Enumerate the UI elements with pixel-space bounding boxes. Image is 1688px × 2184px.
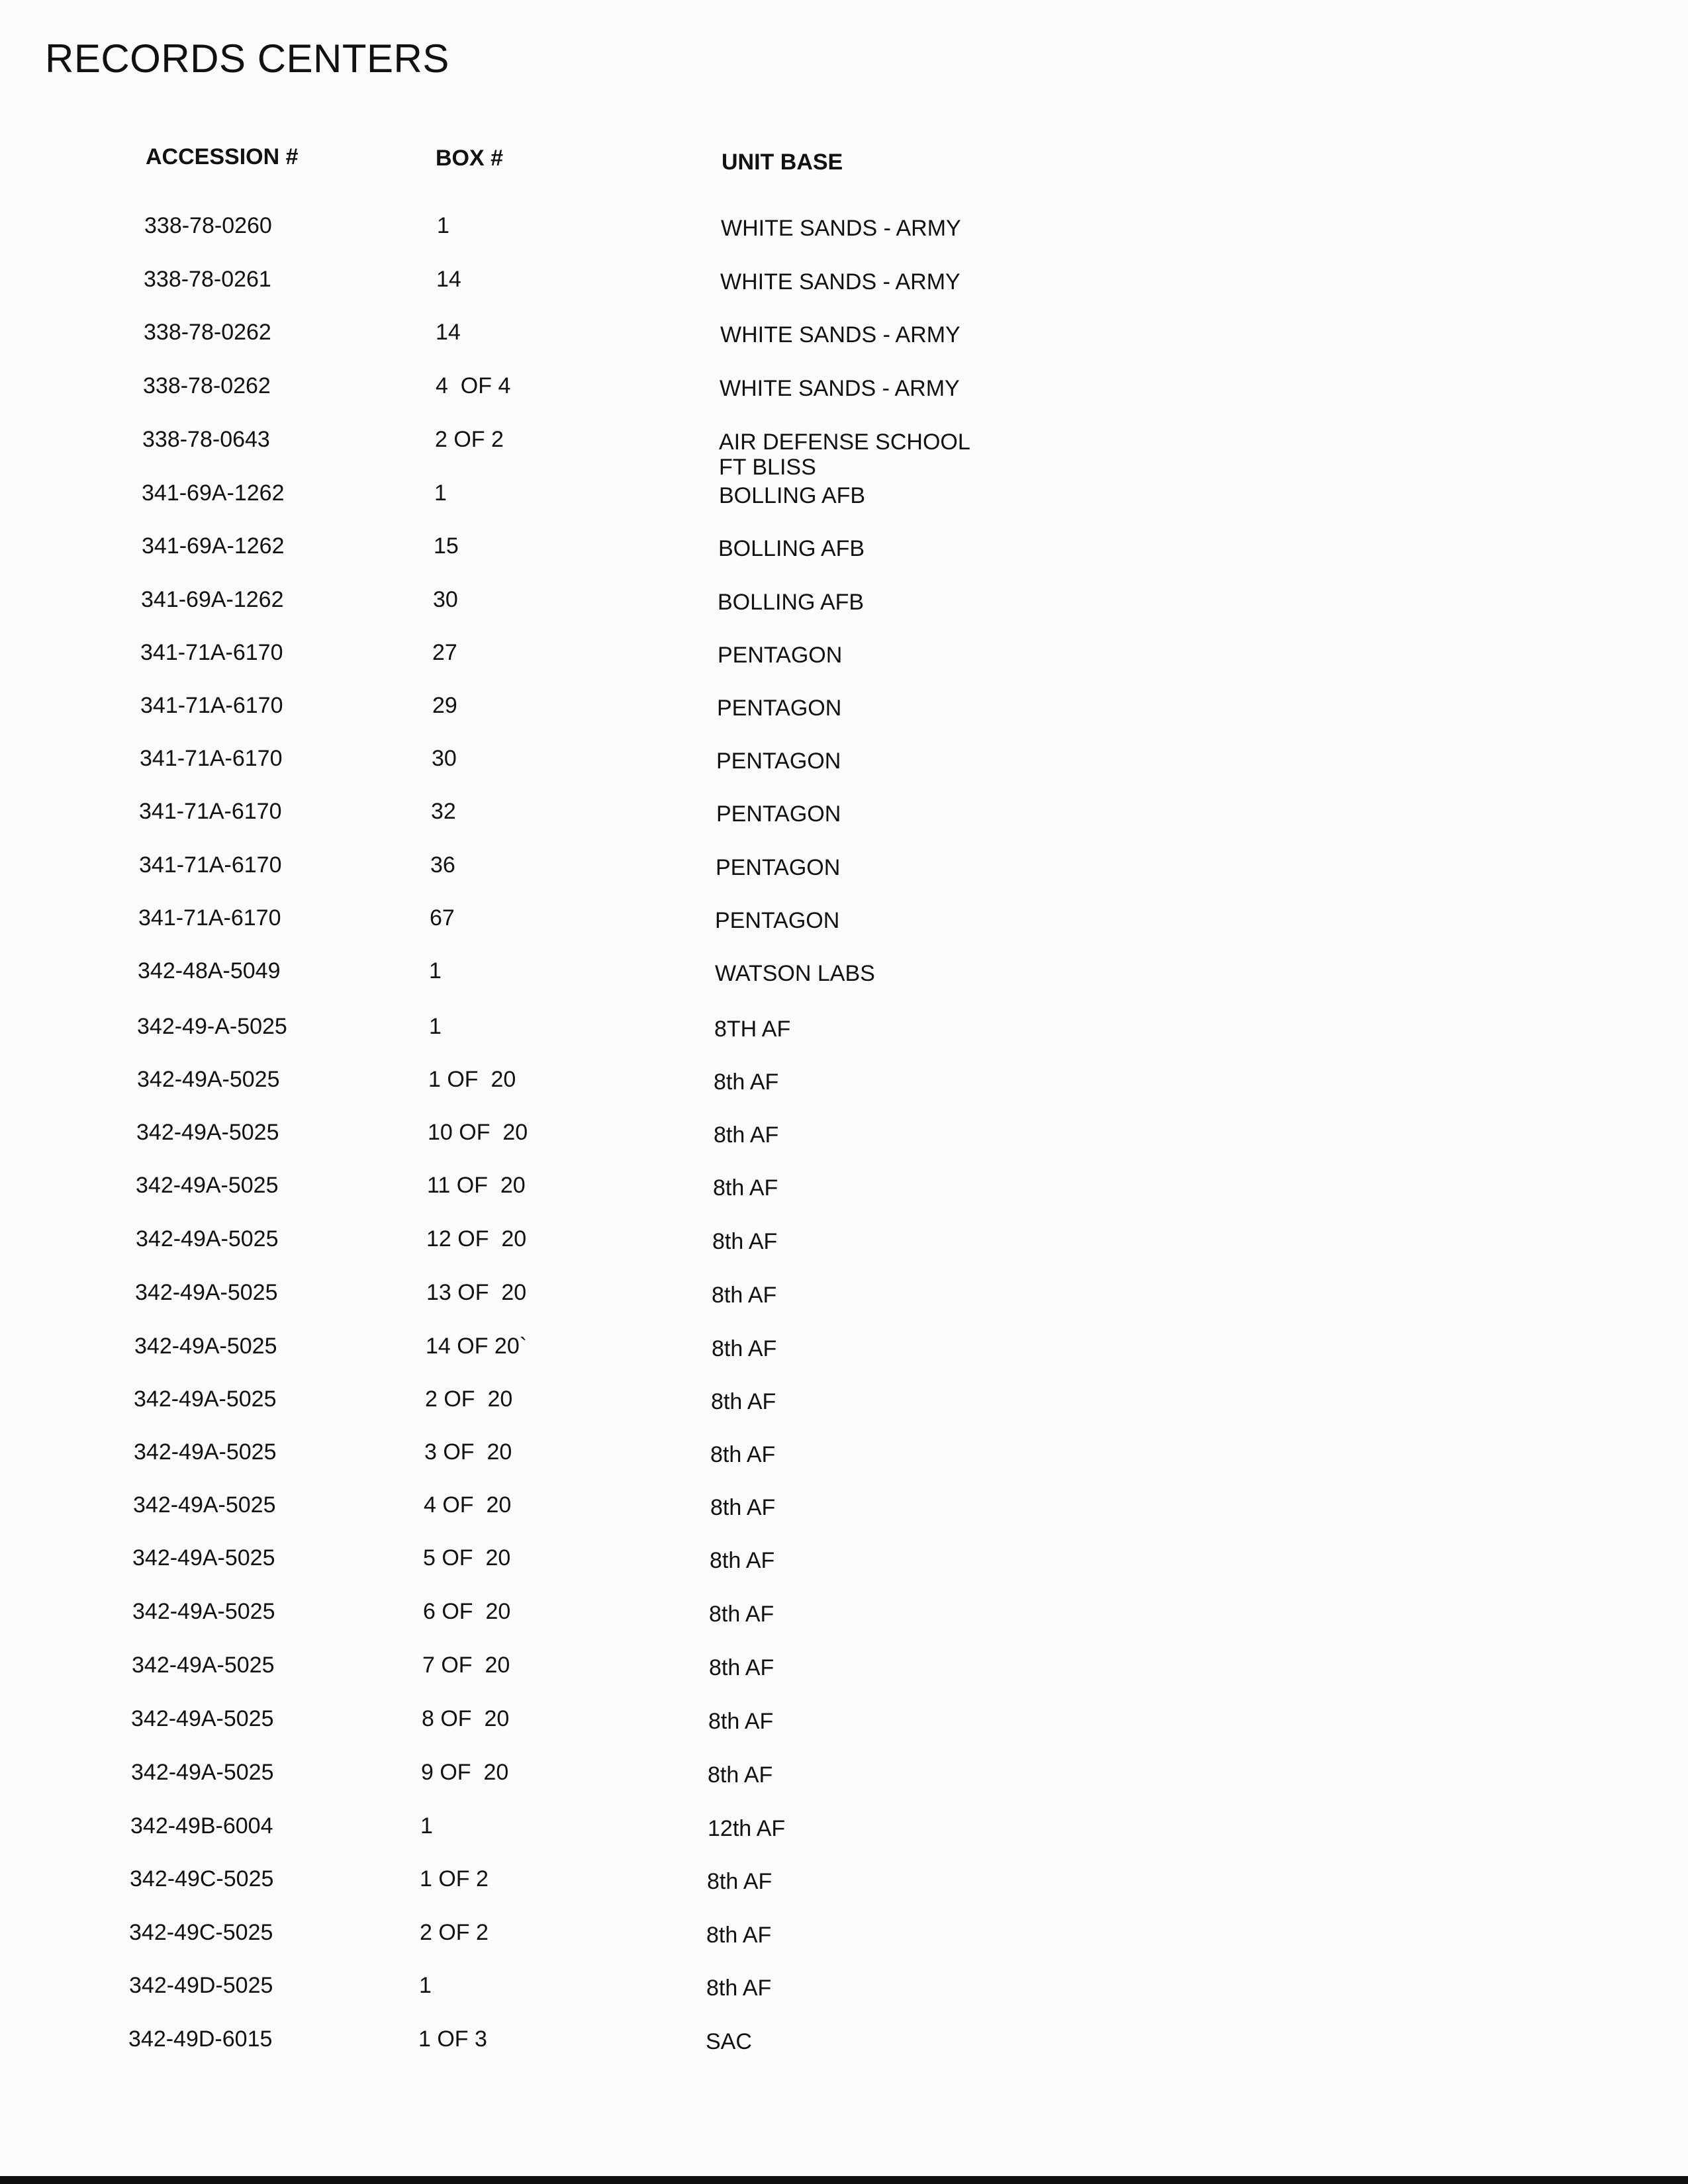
table-row bbox=[0, 852, 1688, 892]
unit-base-cell: BOLLING AFB bbox=[719, 483, 866, 508]
box-cell: 36 bbox=[430, 852, 455, 878]
unit-base-cell: SAC bbox=[706, 2029, 752, 2054]
unit-base-cell: PENTAGON bbox=[717, 696, 842, 721]
unit-base-cell: WHITE SANDS - ARMY bbox=[720, 322, 961, 347]
unit-base-cell: 8th AF bbox=[713, 1175, 778, 1201]
accession-cell: 342-49C-5025 bbox=[130, 1866, 274, 1891]
table-row bbox=[0, 1067, 1688, 1107]
table-row bbox=[0, 905, 1688, 945]
table-row bbox=[0, 1014, 1688, 1054]
table-row bbox=[0, 320, 1688, 359]
table-row bbox=[0, 1173, 1688, 1212]
table-row bbox=[0, 480, 1688, 520]
unit-base-cell: 8th AF bbox=[708, 1709, 774, 1734]
table-row bbox=[0, 958, 1688, 998]
table-row bbox=[0, 1973, 1688, 2013]
table-row bbox=[0, 1813, 1688, 1853]
accession-cell: 342-49B-6004 bbox=[130, 1813, 273, 1839]
table-row bbox=[0, 1226, 1688, 1266]
box-cell: 11 OF 20 bbox=[427, 1173, 526, 1198]
box-cell: 29 bbox=[432, 693, 457, 718]
table-row bbox=[0, 1492, 1688, 1532]
table-row bbox=[0, 2026, 1688, 2066]
table-row bbox=[0, 1439, 1688, 1479]
accession-cell: 341-71A-6170 bbox=[139, 852, 282, 878]
unit-base-cell: WHITE SANDS - ARMY bbox=[720, 269, 961, 295]
unit-base-cell: 8th AF bbox=[708, 1762, 773, 1788]
accession-cell: 342-49A-5025 bbox=[136, 1120, 279, 1145]
unit-base-cell: 12th AF bbox=[708, 1816, 786, 1841]
unit-base-cell: PENTAGON bbox=[716, 749, 841, 774]
box-cell: 6 OF 20 bbox=[423, 1599, 511, 1624]
accession-cell: 338-78-0643 bbox=[142, 427, 270, 452]
box-cell: 9 OF 20 bbox=[421, 1760, 509, 1785]
unit-base-cell: 8TH AF bbox=[714, 1017, 791, 1042]
table-row bbox=[0, 213, 1688, 253]
accession-cell: 341-69A-1262 bbox=[142, 533, 285, 559]
unit-base-cell: 8th AF bbox=[707, 1869, 773, 1894]
accession-cell: 342-49A-5025 bbox=[132, 1599, 275, 1624]
accession-cell: 342-49A-5025 bbox=[131, 1706, 274, 1731]
table-row bbox=[0, 267, 1688, 306]
bottom-rule bbox=[0, 2176, 1688, 2184]
unit-base-cell: 8th AF bbox=[710, 1442, 776, 1467]
box-cell: 1 bbox=[420, 1813, 433, 1839]
box-cell: 4 OF 4 bbox=[436, 373, 511, 398]
box-cell: 13 OF 20 bbox=[426, 1280, 527, 1305]
table-row bbox=[0, 427, 1688, 480]
accession-cell: 342-49D-6015 bbox=[128, 2026, 273, 2052]
box-cell: 14 bbox=[436, 320, 461, 345]
box-cell: 1 bbox=[434, 480, 447, 506]
box-cell: 14 bbox=[436, 267, 461, 292]
table-row bbox=[0, 1120, 1688, 1160]
unit-base-cell: PENTAGON bbox=[715, 908, 840, 933]
table-row bbox=[0, 1653, 1688, 1692]
accession-cell: 342-49A-5025 bbox=[133, 1492, 276, 1518]
box-cell: 1 OF 20 bbox=[428, 1067, 516, 1092]
accession-cell: 342-49A-5025 bbox=[137, 1067, 280, 1092]
table-row bbox=[0, 640, 1688, 680]
box-cell: 1 bbox=[429, 1014, 442, 1039]
box-cell: 15 bbox=[434, 533, 459, 559]
box-cell: 2 OF 2 bbox=[435, 427, 504, 452]
box-cell: 1 bbox=[437, 213, 449, 238]
box-cell: 32 bbox=[431, 799, 456, 824]
column-header-box: BOX # bbox=[436, 146, 504, 171]
accession-cell: 342-48A-5049 bbox=[138, 958, 281, 983]
table-row bbox=[0, 533, 1688, 573]
accession-cell: 342-49-A-5025 bbox=[137, 1014, 287, 1039]
accession-cell: 341-71A-6170 bbox=[140, 746, 283, 771]
accession-cell: 338-78-0262 bbox=[143, 373, 271, 398]
unit-base-cell: 8th AF bbox=[706, 1976, 772, 2001]
table-row bbox=[0, 1280, 1688, 1320]
accession-cell: 342-49A-5025 bbox=[134, 1334, 277, 1359]
accession-cell: 342-49A-5025 bbox=[131, 1760, 274, 1785]
accession-cell: 342-49C-5025 bbox=[129, 1920, 273, 1945]
unit-base-cell: WHITE SANDS - ARMY bbox=[721, 216, 961, 241]
table-row bbox=[0, 1706, 1688, 1746]
column-header-accession: ACCESSION # bbox=[146, 144, 299, 169]
table-row bbox=[0, 693, 1688, 733]
table-row bbox=[0, 373, 1688, 413]
accession-cell: 341-69A-1262 bbox=[141, 587, 284, 612]
unit-base-cell: PENTAGON bbox=[716, 801, 841, 827]
box-cell: 12 OF 20 bbox=[426, 1226, 527, 1251]
table-row bbox=[0, 587, 1688, 627]
accession-cell: 342-49A-5025 bbox=[135, 1280, 278, 1305]
table-row bbox=[0, 1387, 1688, 1426]
box-cell: 3 OF 20 bbox=[424, 1439, 512, 1465]
box-cell: 5 OF 20 bbox=[423, 1545, 511, 1570]
box-cell: 1 OF 3 bbox=[418, 2026, 487, 2052]
unit-base-cell: PENTAGON bbox=[716, 855, 841, 880]
unit-base-cell: 8th AF bbox=[712, 1336, 777, 1361]
unit-base-cell: 8th AF bbox=[711, 1389, 776, 1414]
table-row bbox=[0, 1334, 1688, 1373]
box-cell: 67 bbox=[430, 905, 455, 931]
box-cell: 10 OF 20 bbox=[428, 1120, 528, 1145]
accession-cell: 342-49A-5025 bbox=[132, 1653, 275, 1678]
accession-cell: 342-49A-5025 bbox=[136, 1226, 279, 1251]
box-cell: 30 bbox=[432, 746, 457, 771]
accession-cell: 342-49A-5025 bbox=[134, 1387, 277, 1412]
unit-base-cell: 8th AF bbox=[709, 1655, 774, 1680]
box-cell: 1 bbox=[429, 958, 442, 983]
page-title: RECORDS CENTERS bbox=[45, 36, 449, 81]
box-cell: 2 OF 20 bbox=[425, 1387, 513, 1412]
accession-cell: 341-71A-6170 bbox=[138, 905, 281, 931]
accession-cell: 342-49A-5025 bbox=[134, 1439, 277, 1465]
unit-base-cell: BOLLING AFB bbox=[718, 590, 865, 615]
accession-cell: 341-71A-6170 bbox=[140, 693, 283, 718]
unit-base-cell: PENTAGON bbox=[718, 643, 843, 668]
box-cell: 4 OF 20 bbox=[424, 1492, 512, 1518]
accession-cell: 338-78-0261 bbox=[144, 267, 271, 292]
unit-base-cell: 8th AF bbox=[714, 1069, 779, 1095]
unit-base-cell: 8th AF bbox=[712, 1283, 777, 1308]
table-row bbox=[0, 746, 1688, 786]
box-cell: 27 bbox=[432, 640, 457, 665]
accession-cell: 341-71A-6170 bbox=[139, 799, 282, 824]
unit-base-cell: 8th AF bbox=[710, 1548, 775, 1573]
table-row bbox=[0, 1545, 1688, 1585]
accession-cell: 341-71A-6170 bbox=[140, 640, 283, 665]
column-header-unit-base: UNIT BASE bbox=[722, 150, 843, 175]
accession-cell: 342-49D-5025 bbox=[129, 1973, 273, 1998]
table-row bbox=[0, 1599, 1688, 1639]
unit-base-cell: BOLLING AFB bbox=[718, 536, 865, 561]
box-cell: 2 OF 2 bbox=[420, 1920, 489, 1945]
table-row bbox=[0, 1920, 1688, 1960]
box-cell: 7 OF 20 bbox=[422, 1653, 510, 1678]
accession-cell: 342-49A-5025 bbox=[132, 1545, 275, 1570]
unit-base-cell: WHITE SANDS - ARMY bbox=[720, 376, 960, 401]
unit-base-cell: 8th AF bbox=[710, 1495, 776, 1520]
box-cell: 1 OF 2 bbox=[420, 1866, 489, 1891]
accession-cell: 342-49A-5025 bbox=[136, 1173, 279, 1198]
box-cell: 8 OF 20 bbox=[422, 1706, 510, 1731]
unit-base-cell: WATSON LABS bbox=[715, 961, 875, 986]
accession-cell: 341-69A-1262 bbox=[142, 480, 285, 506]
box-cell: 1 bbox=[419, 1973, 432, 1998]
table-row bbox=[0, 1866, 1688, 1906]
unit-base-cell: AIR DEFENSE SCHOOL FT BLISS bbox=[719, 430, 970, 480]
accession-cell: 338-78-0260 bbox=[144, 213, 272, 238]
unit-base-cell: 8th AF bbox=[714, 1122, 779, 1148]
box-cell: 30 bbox=[433, 587, 458, 612]
table-row bbox=[0, 799, 1688, 839]
table-row bbox=[0, 1760, 1688, 1799]
unit-base-cell: 8th AF bbox=[706, 1923, 772, 1948]
accession-cell: 338-78-0262 bbox=[144, 320, 271, 345]
box-cell: 14 OF 20` bbox=[426, 1334, 528, 1359]
unit-base-cell: 8th AF bbox=[709, 1602, 774, 1627]
unit-base-cell: 8th AF bbox=[712, 1229, 778, 1254]
